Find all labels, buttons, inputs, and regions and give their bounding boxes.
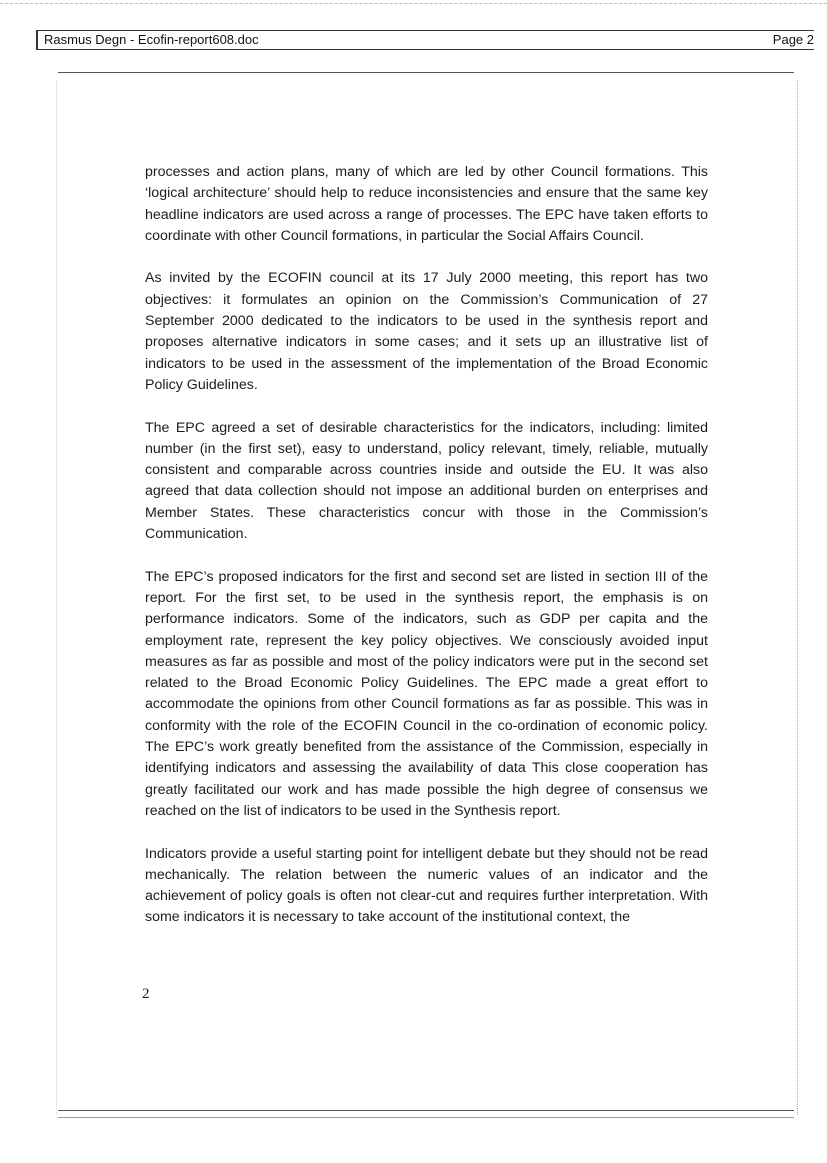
document-header — [36, 30, 814, 50]
paragraph: As invited by the ECOFIN council at its 17 July 2000 meeting, this report has two objectives: it formulates an opinion on the Commission’s Communication of 27 September 2000 dedicated to the indicators to be used in the synthesis report and proposes alternative indicators in some cases; and it sets up an illustrative list of indicators to be used in the assessment of the implementation of the Broad Economic Policy Guidelines. — [145, 270, 708, 393]
footer-divider-secondary — [58, 1117, 794, 1118]
footer-divider — [58, 1110, 794, 1111]
paragraph: The EPC agreed a set of desirable characteristics for the indicators, including: limited number (in the first set), easy to understand, policy relevant, timely, reliable, mutually consistent and comparable across countries inside and outside the EU. It was also agreed that data collection should not impose an additional burden on enterprises and Member States. These characteristics concur with those in the Commission’s Communication. — [145, 419, 708, 543]
page-number: 2 — [142, 986, 150, 1002]
paragraph: The EPC’s proposed indicators for the first and second set are listed in section III of the report. For the first set, to be used in the synthesis report, the emphasis is on performance indicators. Some of the indicators, such as GDP per capita and the employment rate, represent the key policy objectives. We consciously avoided input measures as far as possible and most of the policy indicators were put in the second set related to the Broad Economic Policy Guidelines. The EPC made a great effort to accommodate the opinions from other Council formations as far as possible. This was in conformity with the role of the ECOFIN Council in the co-ordination of economic policy. The EPC’s work greatly benefited from the assistance of the Commission, especially in identifying indicators and assessing the availability of data This close cooperation has greatly facilitated our work and has made possible the high degree of consensus we reached on the list of indicators to be used in the Synthesis report. — [145, 568, 708, 819]
document-title: Rasmus Degn - Ecofin-report608.doc — [44, 32, 259, 47]
paragraph: processes and action plans, many of which are led by other Council formations. This ‘logical architecture’ should help to reduce inconsistencies and ensure that the same key headline indicators are used across a range of processes. The EPC have taken efforts to coordinate with other Council formations, in particular the Social Affairs Council. — [145, 164, 708, 244]
header-page-label: Page 2 — [772, 32, 814, 47]
body-text — [145, 162, 708, 950]
left-margin-mark — [56, 80, 57, 1115]
header-divider — [58, 72, 794, 73]
right-margin-mark — [797, 80, 798, 1115]
scan-top-edge — [0, 3, 827, 4]
paragraph: Indicators provide a useful starting point for intelligent debate but they should not be read mechanically. The relation between the numeric values of an indicator and the achievement of policy goals is often not clear-cut and requires further interpretation. With some indicators it is necessary to take account of the institutional context, the — [145, 845, 708, 926]
